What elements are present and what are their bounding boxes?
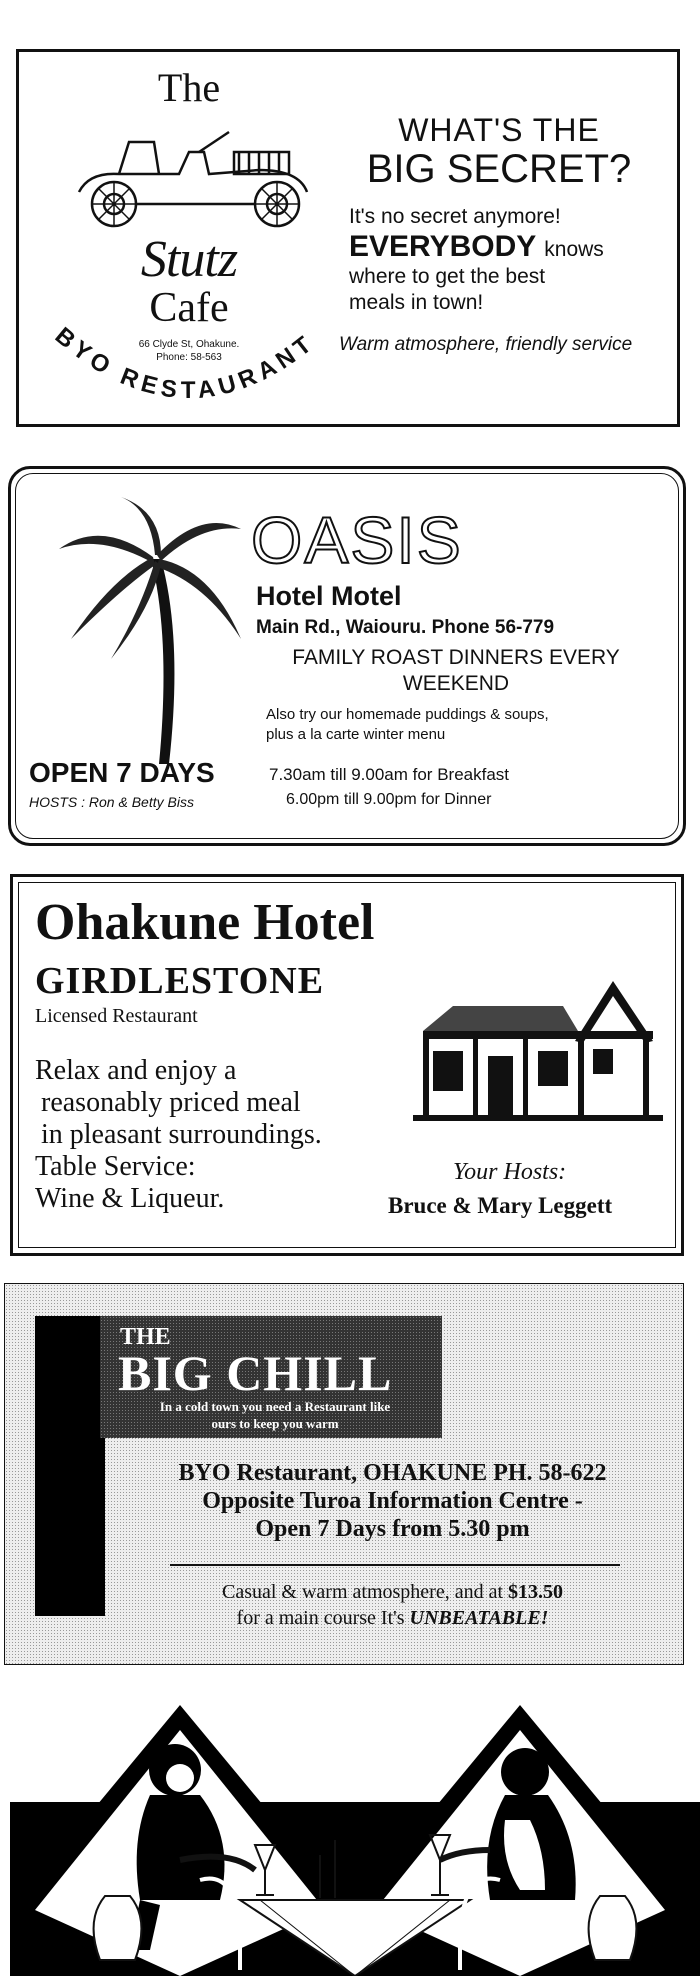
stutz-arc-text [39, 312, 339, 422]
bigchill-desc-2: for a main course It's [236, 1607, 410, 1629]
stutz-everybody: EVERYBODY [349, 230, 537, 263]
bigchill-desc [100, 1579, 685, 1631]
bigchill-unbeatable: UNBEATABLE! [409, 1607, 549, 1629]
stutz-phone: Phone: 58-563 [156, 352, 222, 363]
ohakune-relax-5: Wine & Liqueur. [35, 1183, 225, 1214]
bigchill-desc-1: Casual & warm atmosphere, and at [221, 1581, 509, 1603]
stutz-atmosphere: Warm atmosphere, friendly service [339, 334, 633, 355]
oasis-dinner: 6.00pm till 9.00pm for Dinner [286, 791, 492, 808]
oasis-also-2: plus a la carte winter menu [266, 726, 446, 743]
svg-text:BYO RESTAURANT [50, 322, 321, 404]
ad-dining-illustration [0, 1700, 700, 1976]
ad-ohakune-hotel [10, 874, 684, 1256]
ohakune-relax-3: in pleasant surroundings. [41, 1119, 322, 1150]
stutz-line-2: where to get the best [349, 265, 546, 288]
stutz-headline-2: BIG SECRET? [366, 147, 632, 191]
bigchill-line-3: Open 7 Days from 5.30 pm [255, 1516, 530, 1542]
oasis-roast-1: FAMILY ROAST DINNERS EVERY [292, 646, 620, 669]
oasis-breakfast: 7.30am till 9.00am for Breakfast [269, 765, 510, 784]
stutz-street: 66 Clyde St, Ohakune. [138, 339, 240, 350]
vintage-car-icon [59, 112, 319, 232]
bigchill-line-1: BYO Restaurant, OHAKUNE PH. 58-622 [178, 1460, 607, 1486]
palm-tree-icon [41, 489, 251, 769]
oasis-hosts: HOSTS : Ron & Betty Biss [29, 794, 194, 810]
oasis-also [266, 705, 656, 745]
ad-big-chill [4, 1283, 684, 1665]
oasis-title [251, 505, 511, 575]
oasis-open: OPEN 7 DAYS [29, 757, 215, 788]
ohakune-relax-1: Relax and enjoy a [35, 1055, 237, 1086]
bigchill-tagline-1: In a cold town you need a Restaurant like [159, 1399, 391, 1414]
oasis-roast [256, 645, 656, 697]
ohakune-title: Ohakune Hotel [35, 894, 375, 951]
oasis-roast-2: WEEKEND [402, 672, 510, 695]
ohakune-relax-4: Table Service: [35, 1151, 196, 1182]
ohakune-relax-2: reasonably priced meal [41, 1087, 301, 1118]
bigchill-line-2: Opposite Turoa Information Centre - [202, 1488, 583, 1514]
stutz-headline-1: WHAT'S THE [398, 112, 600, 148]
ad-stutz-cafe [16, 49, 680, 427]
ohakune-subtitle: GIRDLESTONE [35, 960, 325, 1002]
ohakune-licensed: Licensed Restaurant [35, 1005, 198, 1027]
stutz-cafe: Cafe [149, 285, 229, 331]
stutz-line-1: It's no secret anymore! [349, 205, 561, 228]
stutz-knows: knows [544, 238, 604, 261]
hotel-building-icon [413, 971, 663, 1121]
oasis-subtitle: Hotel Motel [256, 581, 402, 611]
ohakune-hosts-label: Your Hosts: [453, 1159, 567, 1185]
stutz-arc-label: BYO RESTAURANT [49, 322, 321, 405]
oasis-title-text: OASIS [251, 505, 463, 575]
ad-oasis [8, 466, 686, 846]
bigchill-title: BIG CHILL [118, 1345, 393, 1401]
stutz-the: The [157, 65, 221, 110]
bigchill-tagline [110, 1398, 440, 1432]
dining-couple-illustration [0, 1700, 700, 1976]
bigchill-rule [170, 1564, 620, 1566]
bigchill-price: $13.50 [508, 1581, 564, 1603]
bigchill-the: THE [120, 1324, 171, 1350]
stutz-line-3: meals in town! [349, 291, 484, 314]
bigchill-black-bar [35, 1316, 105, 1616]
oasis-address: Main Rd., Waiouru. Phone 56-779 [256, 617, 555, 638]
ohakune-hosts: Bruce & Mary Leggett [388, 1193, 613, 1218]
oasis-also-1: Also try our homemade puddings & soups, [266, 706, 549, 723]
bigchill-tagline-2: ours to keep you warm [211, 1416, 339, 1431]
stutz-name: Stutz [140, 231, 238, 288]
ohakune-relax [35, 1055, 455, 1215]
